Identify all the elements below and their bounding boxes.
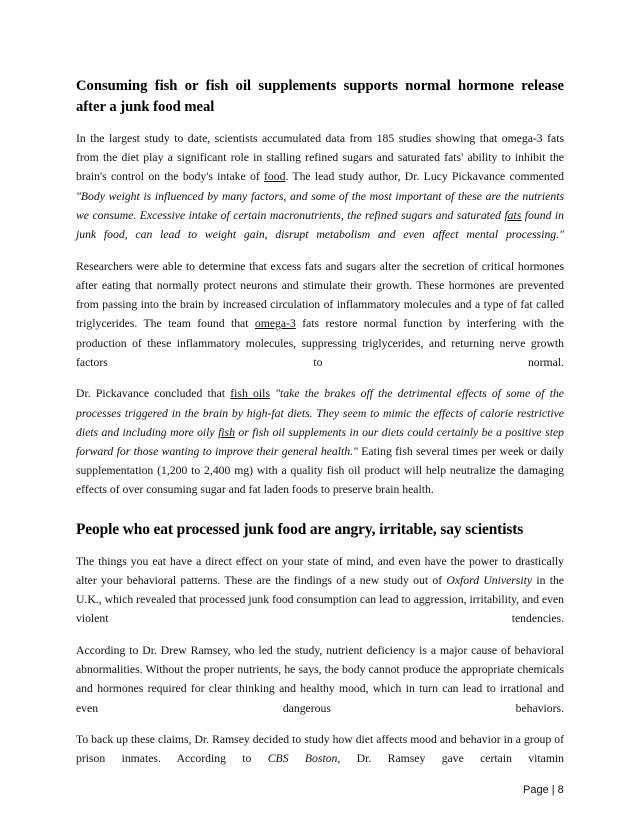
link-food[interactable]: food xyxy=(264,170,286,184)
paragraph-omega3-study: In the largest study to date, scientists accumulated data from 185 studies showing that omega-3 fats from the diet play a significant role in stalling refined sugars and saturated fats' ability to inhibit the brain's control on the body's intake of food. The lead study author, Dr. Lucy Pickavance commented "Body weight is influenced by many factors, and some of the most important of these are the nutrients we consume. Excessive intake of certain macronutrients, the refined sugars and saturated fats found in junk food, can lead to weight gain, disrupt metabolism and even affect mental processing." xyxy=(76,132,564,242)
paragraph-ramsey-deficiency: According to Dr. Drew Ramsey, who led the study, nutrient deficiency is a major cause of behavioral abnormalities. Without the proper nutrients, he says, the body cannot produce the appropriate chemicals and hormones required for clear thinking and healthy mood, which in turn can lead to irrational and even dangerous behaviors. xyxy=(76,643,564,715)
paragraph-oxford-study: The things you eat have a direct effect on your state of mind, and even have the power to drastically alter your behavioral patterns. These are the findings of a new study out of Oxford University in the U.K., which revealed that processed junk food consumption can lead to aggression, irritability, and even violent tendencies. xyxy=(76,554,564,626)
link-fish[interactable]: fish xyxy=(218,425,235,439)
link-fats[interactable]: fats xyxy=(504,208,522,222)
link-fish-oils[interactable]: fish oils xyxy=(230,387,270,401)
paragraph-hormones: Researchers were able to determine that excess fats and sugars alter the secretion of critical hormones after eating that normally protect neurons and stimulate their growth. These hormones are prevented from passing into the brain by increased circulation of inflammatory molecules and a type of fat called triglycerides. The team found that omega-3 fats restore normal function by interfering with the production of these inflammatory molecules, suppressing triglycerides, and returning nerve growth factors to normal. xyxy=(76,259,564,369)
page-number: Page | 8 xyxy=(523,784,564,796)
section-heading-fish-oil: Consuming fish or fish oil supplements supports normal hormone release after a junk food meal xyxy=(76,78,564,115)
section-heading-junk-food-anger: People who eat processed junk food are angry, irritable, say scientists xyxy=(76,520,524,538)
paragraph-prison-study: To back up these claims, Dr. Ramsey decided to study how diet affects mood and behavior in a group of prison inmates. According to CBS Boston, Dr. Ramsey gave certain vitamin xyxy=(76,733,564,766)
link-omega-3[interactable]: omega-3 xyxy=(254,317,296,331)
paragraph-pickavance-conclusion: Dr. Pickavance concluded that fish oils "take the brakes off the detrimental effects of some of the processes triggered in the brain by high-fat diets. They seem to mimic the effects of calorie restrictive diets and including more oily fish or fish oil supplements in our diets could certainly be a positive step forward for those wanting to improve their general health." Eating fish several times per week or daily supplementation (1,200 to 2,400 mg) with a quality fish oil product will help neutralize the damaging effects of over consuming sugar and fat laden foods to preserve brain health. xyxy=(76,387,564,497)
page-content xyxy=(76,76,564,769)
